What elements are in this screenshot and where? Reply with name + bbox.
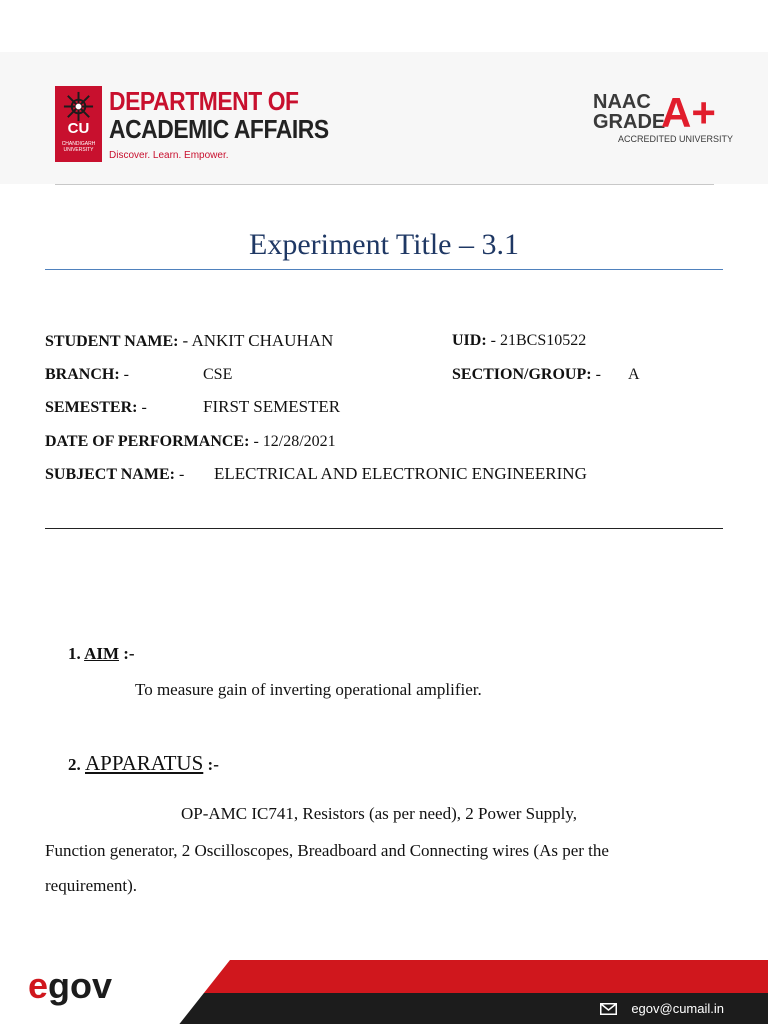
student-name-value: - ANKIT CHAUHAN: [182, 331, 334, 350]
apparatus-number: 2.: [68, 755, 81, 774]
experiment-title: Experiment Title – 3.1: [249, 228, 519, 261]
aim-heading: [68, 643, 135, 665]
aim-suffix: :-: [123, 644, 135, 663]
apparatus-line-1: OP-AMC IC741, Resistors (as per need), 2 Power Supply,: [181, 804, 578, 823]
header-divider: [55, 184, 714, 185]
semester-row: [45, 398, 147, 418]
footer-email[interactable]: egov@cumail.in: [631, 1001, 724, 1016]
aim-title: AIM: [84, 644, 120, 663]
subject-row: [45, 465, 184, 485]
dept-tagline: Discover. Learn. Empower.: [109, 150, 229, 161]
naac-accredited: ACCREDITED UNIVERSITY: [618, 134, 734, 144]
egov-logo: [28, 966, 112, 1006]
dept-title-line1: DEPARTMENT OF: [109, 86, 299, 116]
apparatus-line-2: Function generator, 2 Oscilloscopes, Breadboard and Connecting wires (As per the: [45, 841, 609, 860]
aim-text: To measure gain of inverting operational amplifier.: [135, 680, 482, 699]
semester-sep: -: [141, 399, 147, 416]
semester-value-wrap: [203, 397, 340, 418]
uid-label: UID:: [452, 332, 487, 349]
branch-row: [45, 365, 129, 385]
naac-label: NAAC: [593, 91, 651, 113]
date-sep: -: [253, 433, 259, 450]
mail-icon: [600, 1003, 617, 1015]
apparatus-title: APPARATUS: [85, 751, 204, 775]
aim-number: 1.: [68, 644, 81, 663]
student-name-label: STUDENT NAME:: [45, 333, 179, 350]
cu-logo: [55, 86, 102, 162]
date-label: DATE OF PERFORMANCE:: [45, 433, 250, 450]
date-row: [45, 432, 336, 452]
egov-logo-ov: ov: [70, 965, 113, 1006]
branch-value: CSE: [203, 366, 233, 383]
naac-grade-value: A+: [661, 89, 716, 136]
title-underline: [45, 269, 723, 270]
cu-logo-subtext: CHANDIGARH UNIVERSITY: [61, 141, 96, 153]
subject-sep: -: [178, 466, 185, 483]
subject-label: SUBJECT NAME:: [45, 466, 175, 483]
apparatus-heading: [68, 750, 219, 778]
branch-sep: -: [123, 366, 129, 383]
section-sep: -: [595, 366, 601, 383]
subject-value: ELECTRICAL AND ELECTRONIC ENGINEERING: [214, 464, 587, 483]
section-row: [452, 365, 601, 385]
cu-emblem-icon: [59, 90, 98, 123]
section-value: A: [628, 366, 640, 383]
semester-label: SEMESTER:: [45, 399, 138, 416]
egov-logo-e: e: [28, 965, 49, 1006]
uid-row: [452, 331, 586, 351]
info-divider: [45, 528, 723, 529]
cu-logo-text: CU: [67, 120, 90, 137]
egov-logo-g: g: [48, 965, 71, 1006]
apparatus-line-3: requirement).: [45, 876, 138, 895]
naac-grade-label: GRADE: [593, 111, 666, 133]
apparatus-suffix: :-: [207, 755, 219, 774]
section-label: SECTION/GROUP:: [452, 366, 592, 383]
branch-label: BRANCH:: [45, 366, 120, 383]
dept-title-line2: ACADEMIC AFFAIRS: [109, 114, 329, 144]
semester-value: FIRST SEMESTER: [203, 397, 341, 416]
uid-value: - 21BCS10522: [490, 332, 587, 349]
student-name-row: [45, 331, 333, 352]
date-value: 12/28/2021: [262, 433, 336, 450]
subject-value-wrap: [214, 464, 587, 485]
